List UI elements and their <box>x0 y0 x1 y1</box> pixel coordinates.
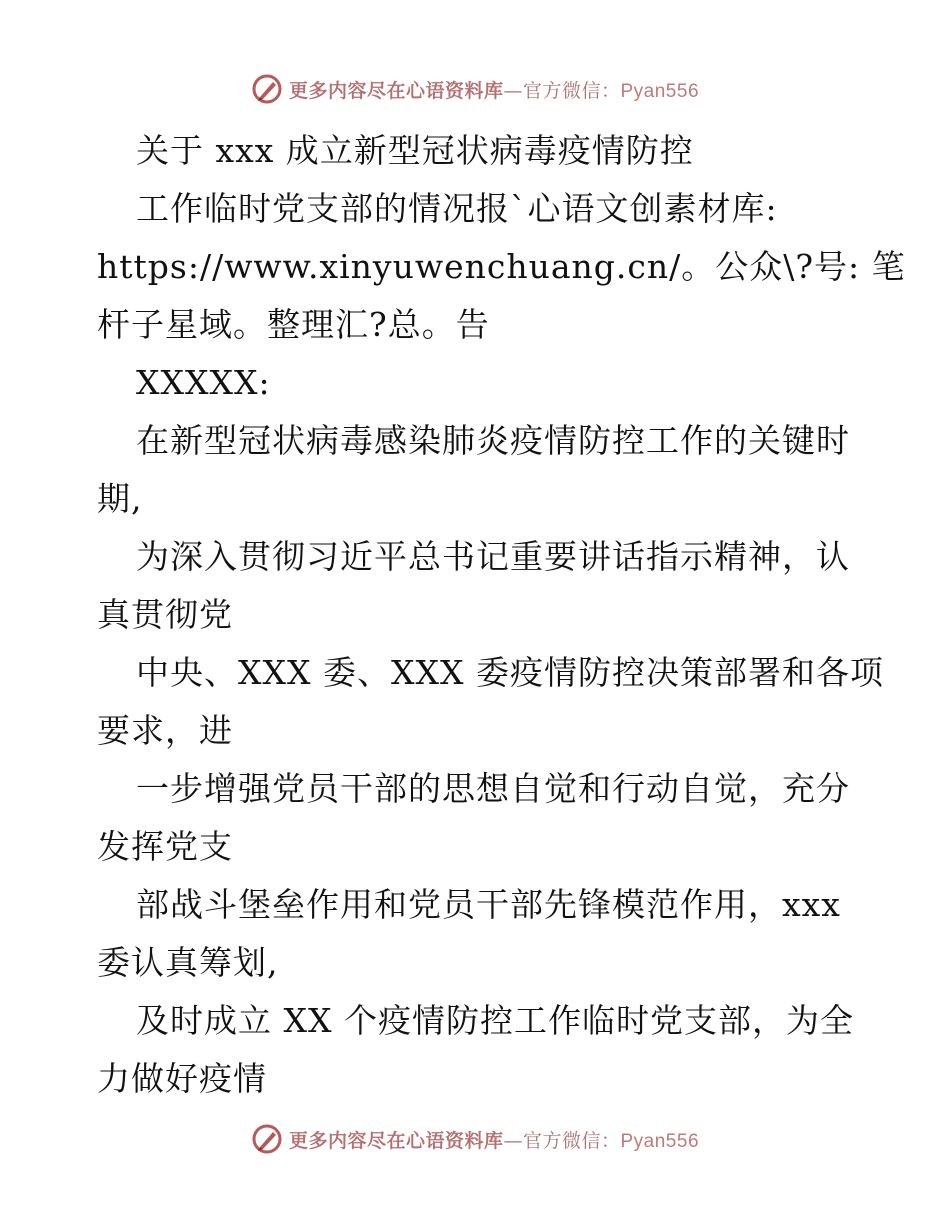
text-line: https://www.xinyuwenchuang.cn/。公众\?号: 笔 <box>97 247 906 286</box>
text-line: 委认真筹划, <box>97 943 279 982</box>
footer-watermark-banner <box>0 1122 950 1156</box>
document-body <box>97 122 906 1108</box>
text-line: 中央、XXX 委、XXX 委疫情防控决策部署和各项 <box>136 653 884 692</box>
text-line: 发挥党支 <box>97 827 233 866</box>
document-title-line-1: 关于 xxx 成立新型冠状病毒疫情防控 <box>136 131 694 170</box>
text-line: 及时成立 XX 个疫情防控工作临时党支部，为全 <box>136 1001 854 1040</box>
watermark-text <box>289 76 699 103</box>
watermark-main-text: 更多内容尽在心语资料库 <box>288 1129 504 1152</box>
text-line: 真贯彻党 <box>97 595 233 634</box>
watermark-main-text: 更多内容尽在心语资料库 <box>288 79 504 102</box>
header-watermark-banner <box>0 72 950 106</box>
text-line: 期, <box>97 479 143 518</box>
text-line: 一步增强党员干部的思想自觉和行动自觉，充分 <box>136 769 850 808</box>
document-title-line-2: 工作临时党支部的情况报`心语文创素材库: <box>136 189 778 228</box>
watermark-text <box>289 1126 699 1153</box>
pen-logo-icon <box>251 1123 283 1155</box>
text-line: 在新型冠状病毒感染肺炎疫情防控工作的关键时 <box>136 421 850 460</box>
salutation-line: XXXXX: <box>136 363 271 402</box>
text-line: 杆子星域。整理汇?总。告 <box>97 305 490 344</box>
pen-logo-icon <box>251 73 283 105</box>
watermark-separator: — <box>503 79 523 102</box>
text-line: 为深入贯彻习近平总书记重要讲话指示精神，认 <box>136 537 850 576</box>
watermark-official-label: 官方微信： <box>522 79 621 102</box>
watermark-official-label: 官方微信： <box>522 1129 621 1152</box>
text-line: 要求，进 <box>97 711 233 750</box>
text-line: 部战斗堡垒作用和党员干部先锋模范作用，xxx <box>136 885 841 924</box>
watermark-wechat-id: Pyan556 <box>620 80 700 102</box>
watermark-wechat-id: Pyan556 <box>620 1130 700 1152</box>
text-line: 力做好疫情 <box>97 1059 267 1098</box>
watermark-separator: — <box>503 1129 523 1152</box>
